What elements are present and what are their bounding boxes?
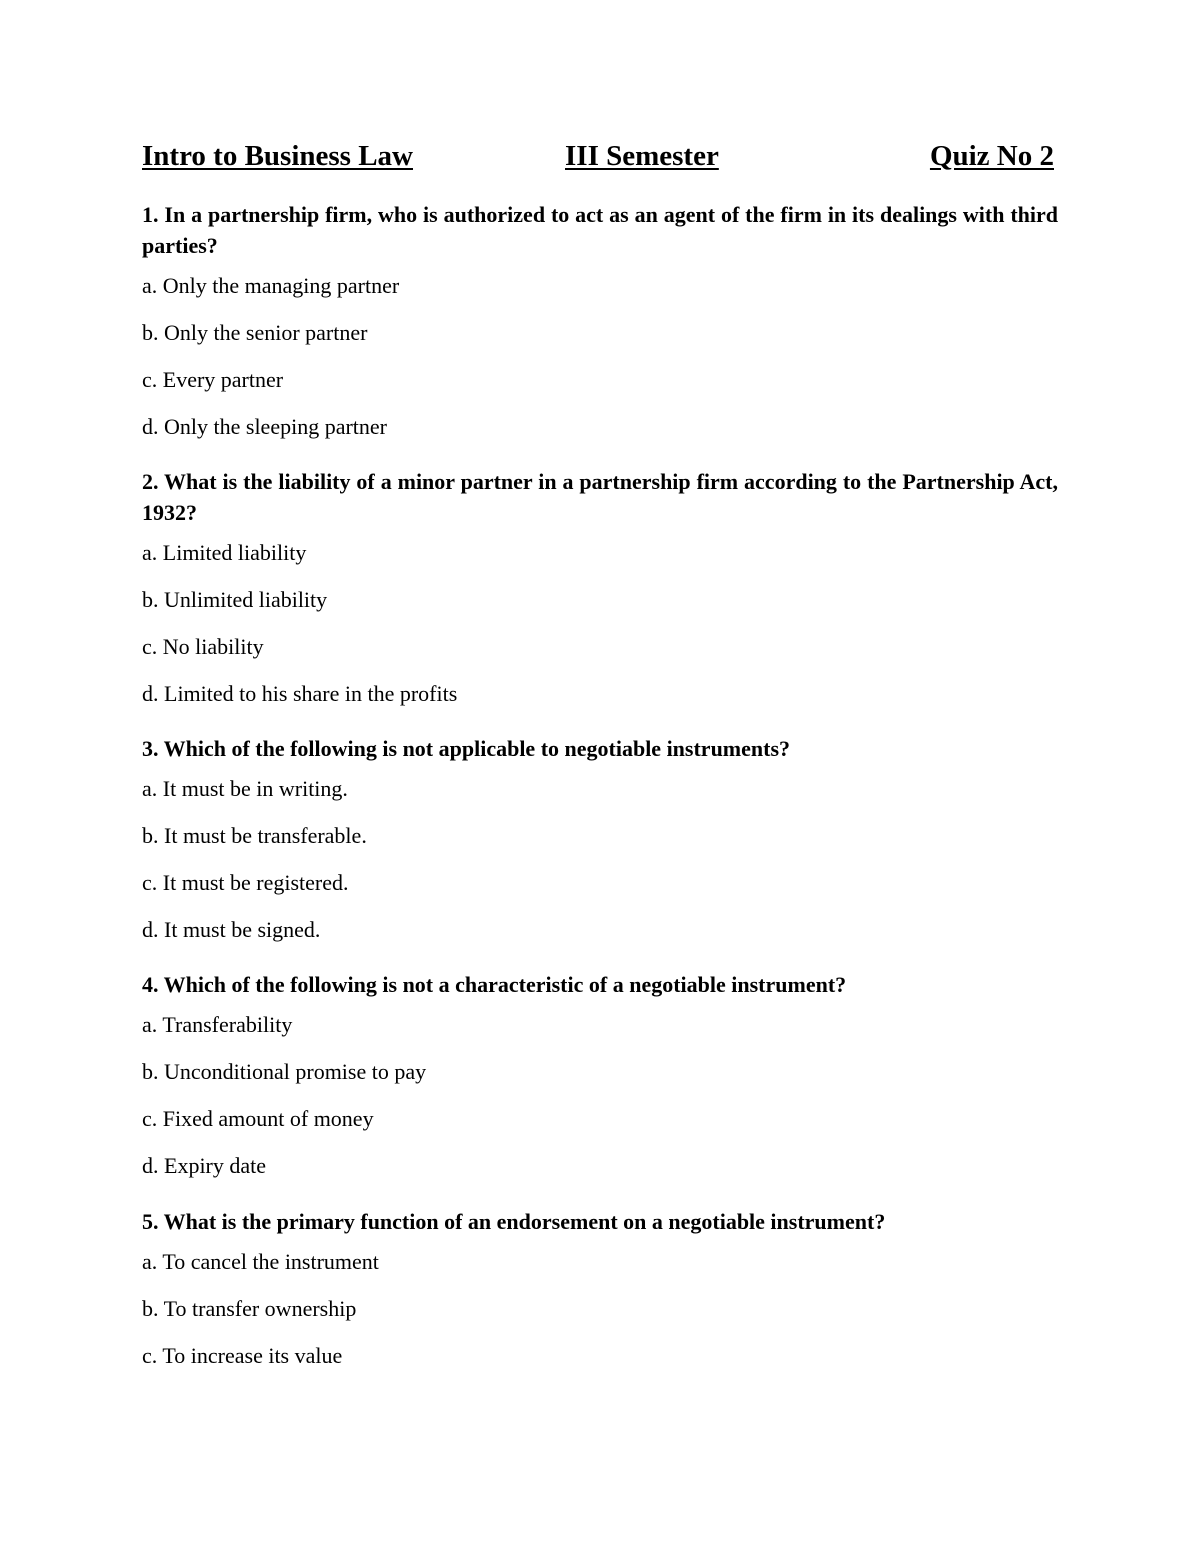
option-b: b. Unlimited liability xyxy=(142,587,328,612)
question-block-2 xyxy=(142,466,1058,728)
option-b: b. Only the senior partner xyxy=(142,320,368,345)
question-block-3 xyxy=(142,733,1058,964)
question-block-1 xyxy=(142,199,1058,461)
question-text: 4. Which of the following is not a characteristic of a negotiable instrument? xyxy=(142,972,847,997)
course-title: Intro to Business Law xyxy=(142,140,413,172)
option-b: b. Unconditional promise to pay xyxy=(142,1059,427,1084)
option-a: a. Transferability xyxy=(142,1012,293,1037)
option-b: b. To transfer ownership xyxy=(142,1296,357,1321)
question-text: 2. What is the liability of a minor partner in a partnership firm according to the Partnership Act, 1932? xyxy=(142,469,1058,525)
option-a: a. To cancel the instrument xyxy=(142,1249,379,1274)
option-d: d. It must be signed. xyxy=(142,917,321,942)
option-c: c. No liability xyxy=(142,634,264,659)
question-block-5 xyxy=(142,1206,1058,1390)
question-block-4 xyxy=(142,969,1058,1200)
option-d: d. Only the sleeping partner xyxy=(142,414,387,439)
question-text: 1. In a partnership firm, who is authorized to act as an agent of the firm in its dealings with third parties? xyxy=(142,202,1058,258)
option-c: c. Every partner xyxy=(142,367,284,392)
option-a: a. It must be in writing. xyxy=(142,776,348,801)
option-c: c. Fixed amount of money xyxy=(142,1106,374,1131)
option-list xyxy=(142,1012,1058,1200)
option-d: d. Limited to his share in the profits xyxy=(142,681,458,706)
option-list xyxy=(142,776,1058,964)
option-b: b. It must be transferable. xyxy=(142,823,367,848)
option-list xyxy=(142,540,1058,728)
option-list xyxy=(142,1249,1058,1390)
question-text: 5. What is the primary function of an endorsement on a negotiable instrument? xyxy=(142,1209,886,1234)
option-a: a. Only the managing partner xyxy=(142,273,400,298)
document-header xyxy=(142,140,1054,184)
semester-label: III Semester xyxy=(565,140,719,172)
option-a: a. Limited liability xyxy=(142,540,307,565)
option-c: c. It must be registered. xyxy=(142,870,349,895)
option-list xyxy=(142,273,1058,461)
quiz-number: Quiz No 2 xyxy=(929,140,1054,172)
option-c: c. To increase its value xyxy=(142,1343,343,1368)
question-text: 3. Which of the following is not applicable to negotiable instruments? xyxy=(142,736,791,761)
option-d: d. Expiry date xyxy=(142,1153,267,1178)
